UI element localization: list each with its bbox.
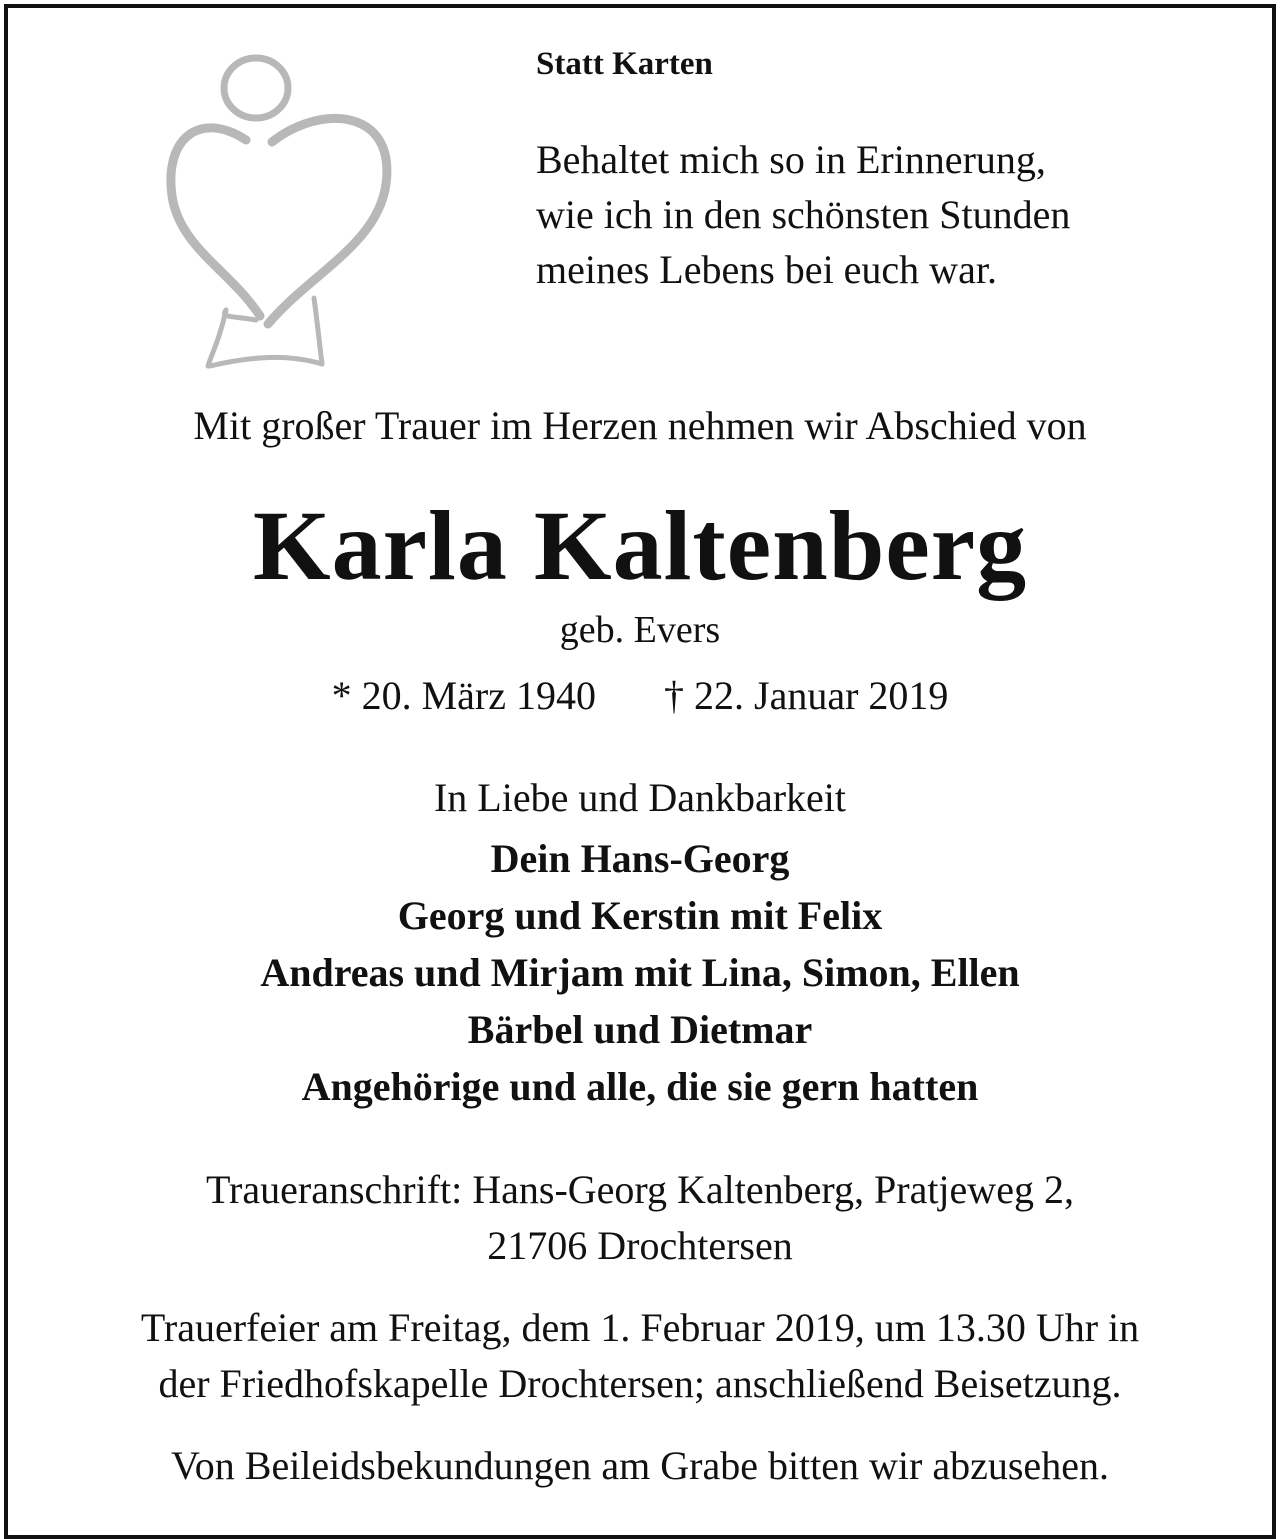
- header-label: Statt Karten: [536, 46, 713, 82]
- mourners-list: [0, 830, 1280, 1115]
- service-line: der Friedhofskapelle Drochtersen; anschließend Beisetzung.: [158, 1361, 1122, 1406]
- death-date: † 22. Januar 2019: [664, 673, 949, 718]
- poem-line: wie ich in den schönsten Stunden: [536, 192, 1071, 237]
- maiden-name: geb. Evers: [559, 609, 721, 651]
- mourner-line: Dein Hans-Georg: [490, 836, 790, 881]
- funeral-service-info: [0, 1300, 1280, 1412]
- poem-line: Behaltet mich so in Erinnerung,: [536, 137, 1046, 182]
- service-line: Trauerfeier am Freitag, dem 1. Februar 2019, um 13.30 Uhr in: [140, 1305, 1140, 1350]
- angel-icon: [160, 48, 400, 378]
- life-dates: [0, 666, 1280, 726]
- poem: [536, 132, 1070, 297]
- deceased-name: Karla Kaltenberg: [252, 490, 1028, 601]
- mourner-line: Andreas und Mirjam mit Lina, Simon, Ellen: [260, 950, 1020, 995]
- mourner-line: Georg und Kerstin mit Felix: [397, 893, 883, 938]
- mourner-line: Bärbel und Dietmar: [467, 1007, 813, 1052]
- intro-text: Mit großer Trauer im Herzen nehmen wir Abschied von: [193, 403, 1087, 448]
- address-line: 21706 Drochtersen: [487, 1223, 793, 1268]
- mourning-address: [0, 1162, 1280, 1274]
- poem-line: meines Lebens bei euch war.: [536, 247, 997, 292]
- address-line: Traueranschrift: Hans-Georg Kaltenberg, Pratjeweg 2,: [206, 1167, 1074, 1212]
- condolence-note: Von Beileidsbekundungen am Grabe bitten wir abzusehen.: [171, 1443, 1109, 1488]
- mourner-line: Angehörige und alle, die sie gern hatten: [301, 1064, 979, 1109]
- mourners-intro: In Liebe und Dankbarkeit: [433, 775, 847, 820]
- birth-date: * 20. März 1940: [331, 673, 596, 718]
